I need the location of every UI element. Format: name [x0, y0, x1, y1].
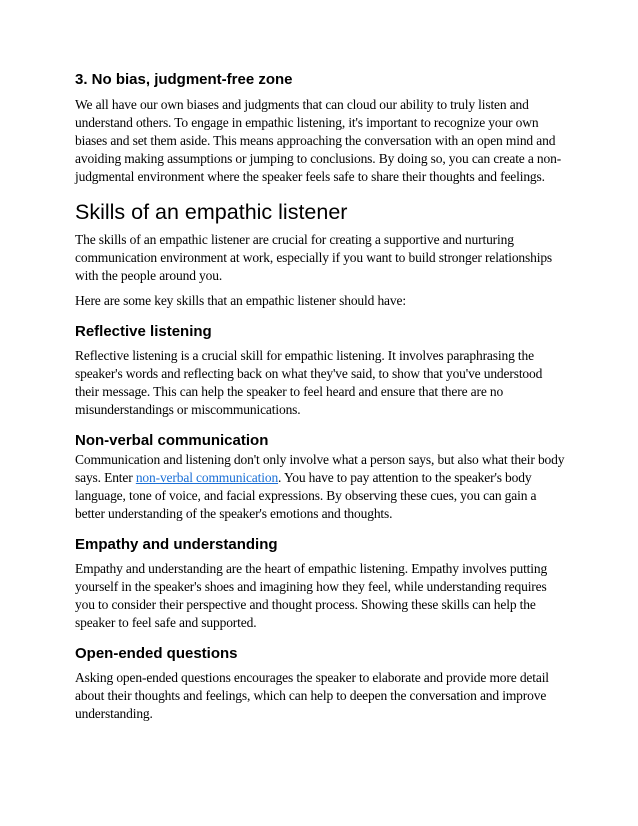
- subheading-empathy-understanding: Empathy and understanding: [75, 536, 278, 553]
- paragraph-no-bias: We all have our own biases and judgments that can cloud our ability to truly listen and understand others. To engage in empathic listening, it's important to recognize your own biases and set them aside. This means approaching the conversation with an open mind and avoiding making assumptions or jumping to conclusions. By doing so, you can create a non-judgmental environment where the speaker feels safe to share their thoughts and feelings.: [75, 97, 562, 184]
- non-verbal-text-after: . You have to pay attention to the speaker's body language, tone of voice, and facial expressions. By observing these cues, you can gain a better understanding of the speaker's emotions and thoughts.: [75, 470, 537, 521]
- document-content: [75, 70, 567, 730]
- non-verbal-communication-link[interactable]: non-verbal communication: [135, 470, 279, 485]
- paragraph-open-ended-questions: Asking open-ended questions encourages the speaker to elaborate and provide more detail about their thoughts and feelings, which can help to deepen the conversation and improve understanding.: [75, 670, 549, 721]
- subheading-non-verbal-communication: Non-verbal communication: [75, 432, 269, 449]
- paragraph-skills-intro: The skills of an empathic listener are crucial for creating a supportive and nurturing communication environment at work, especially if you want to build stronger relationships with the people around you.: [75, 232, 553, 283]
- section-heading-no-bias: 3. No bias, judgment-free zone: [75, 71, 293, 88]
- subheading-open-ended-questions: Open-ended questions: [75, 645, 238, 662]
- non-verbal-text-before: Communication and listening don't only involve what a person says, but also what their body says. Enter: [75, 452, 565, 485]
- subheading-reflective-listening: Reflective listening: [75, 323, 212, 340]
- paragraph-non-verbal-communication: [75, 451, 567, 523]
- paragraph-skills-lead: Here are some key skills that an empathic listener should have:: [75, 293, 406, 308]
- paragraph-reflective-listening: Reflective listening is a crucial skill for empathic listening. It involves paraphrasing the speaker's words and reflecting back on what they've said, to show that you've understood their message. This can help the speaker to feel heard and ensure that there are no misunderstandings or miscommunications.: [75, 348, 543, 417]
- paragraph-empathy-understanding: Empathy and understanding are the heart of empathic listening. Empathy involves putting yourself in the speaker's shoes and imagining how they feel, while understanding requires you to consider their perspective and thought process. Showing these skills can help the speaker to feel safe and supported.: [75, 561, 548, 630]
- section-heading-skills: Skills of an empathic listener: [75, 200, 348, 224]
